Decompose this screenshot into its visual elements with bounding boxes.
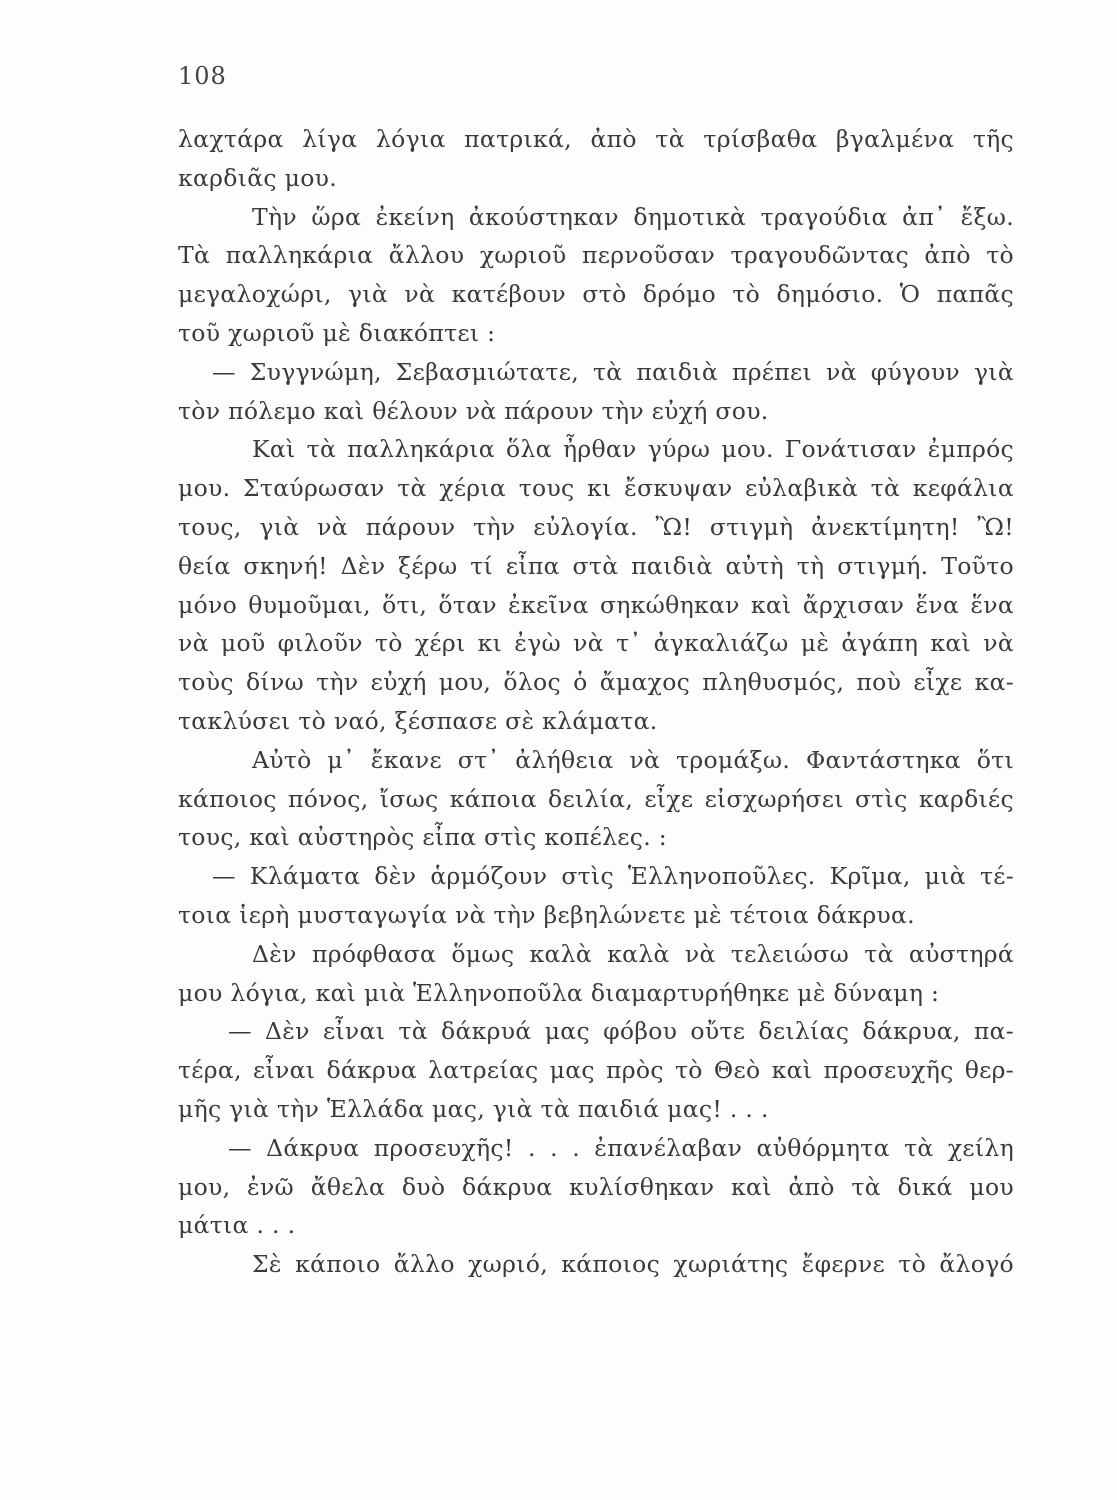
body-text <box>178 120 1014 1284</box>
text-line: Καὶ τὰ παλληκάρια ὅλα ἦρθαν γύρω μου. Γονάτισαν ἐμπρός <box>252 435 1014 464</box>
text-line: Δὲν πρόφθασα ὅμως καλὰ καλὰ νὰ τελειώσω τὰ αὐστηρά <box>252 939 1014 968</box>
text-line: μου λόγια, καὶ μιὰ Ἑλληνοποῦλα διαμαρτυρήθηκε μὲ δύναμη : <box>178 978 940 1007</box>
text-line: Τὰ παλληκάρια ἄλλου χωριοῦ περνοῦσαν τραγουδῶντας ἀπὸ τὸ <box>178 241 1014 270</box>
text-line: — Συγγνώμη, Σεβασμιώτατε, τὰ παιδιὰ πρέπει νὰ φύγουν γιὰ <box>212 357 1014 386</box>
text-line: Σὲ κάποιο ἄλλο χωριό, κάποιος χωριάτης ἔφερνε τὸ ἄλογό <box>252 1250 1014 1279</box>
text-line: τὸν πόλεμο καὶ θέλουν νὰ πάρουν τὴν εὐχή σου. <box>178 396 769 425</box>
text-line: μάτια . . . <box>178 1211 296 1240</box>
text-line: — Κλάματα δὲν ἁρμόζουν στὶς Ἑλληνοποῦλες. Κρῖμα, μιὰ τέ- <box>212 862 1014 891</box>
text-line: τους, γιὰ νὰ πάρουν τὴν εὐλογία. Ὢ! στιγμὴ ἀνεκτίμητη! Ὢ! <box>178 512 1014 541</box>
text-line: τέρα, εἶναι δάκρυα λατρείας μας πρὸς τὸ Θεὸ καὶ προσευχῆς θερ- <box>178 1056 1014 1085</box>
text-line: — Δὲν εἶναι τὰ δάκρυά μας φόβου οὔτε δειλίας δάκρυα, πα- <box>228 1017 1014 1046</box>
text-line: καρδιᾶς μου. <box>178 163 338 192</box>
text-line: μου. Σταύρωσαν τὰ χέρια τους κι ἔσκυψαν εὐλαβικὰ τὰ κεφάλια <box>178 474 1014 503</box>
text-line: Αὐτὸ μ᾽ ἔκανε στ᾽ ἀλήθεια νὰ τρομάξω. Φαντάστηκα ὅτι <box>252 745 1014 774</box>
text-line: τους, καὶ αὐστηρὸς εἶπα στὶς κοπέλες. : <box>178 823 667 852</box>
text-line: μῆς γιὰ τὴν Ἑλλάδα μας, γιὰ τὰ παιδιά μας! . . . <box>178 1094 769 1123</box>
text-line: τακλύσει τὸ ναό, ξέσπασε σὲ κλάματα. <box>178 706 658 735</box>
text-line: κάποιος πόνος, ἴσως κάποια δειλία, εἶχε εἰσχωρήσει στὶς καρδιές <box>178 784 1014 813</box>
text-line: λαχτάρα λίγα λόγια πατρικά, ἀπὸ τὰ τρίσβαθα βγαλμένα τῆς <box>178 125 1014 153</box>
text-line: μόνο θυμοῦμαι, ὅτι, ὅταν ἐκεῖνα σηκώθηκαν καὶ ἄρχισαν ἕνα ἕνα <box>178 590 1014 619</box>
text-line: θεία σκηνή! Δὲν ξέρω τί εἶπα στὰ παιδιὰ αὐτὴ τὴ στιγμή. Τοῦτο <box>178 551 1014 580</box>
text-line: τοῦ χωριοῦ μὲ διακόπτει : <box>178 318 496 347</box>
text-line: τοὺς δίνω τὴν εὐχή μου, ὅλος ὁ ἄμαχος πληθυσμός, ποὺ εἶχε κα- <box>178 668 1014 697</box>
text-line: τοια ἱερὴ μυσταγωγία νὰ τὴν βεβηλώνετε μὲ τέτοια δάκρυα. <box>178 900 915 929</box>
page-number: 108 <box>178 62 227 90</box>
text-line: — Δάκρυα προσευχῆς! . . . ἐπανέλαβαν αὐθόρμητα τὰ χείλη <box>228 1133 1014 1162</box>
text-line: Τὴν ὥρα ἐκείνη ἀκούστηκαν δημοτικὰ τραγούδια ἀπ᾽ ἔξω. <box>252 202 1014 231</box>
text-line: μου, ἐνῶ ἄθελα δυὸ δάκρυα κυλίσθηκαν καὶ ἀπὸ τὰ δικά μου <box>178 1172 1014 1201</box>
text-line: μεγαλοχώρι, γιὰ νὰ κατέβουν στὸ δρόμο τὸ δημόσιο. Ὁ παπᾶς <box>178 280 1014 309</box>
text-line: νὰ μοῦ φιλοῦν τὸ χέρι κι ἐγὼ νὰ τ᾽ ἀγκαλιάζω μὲ ἀγάπη καὶ νὰ <box>178 629 1014 658</box>
